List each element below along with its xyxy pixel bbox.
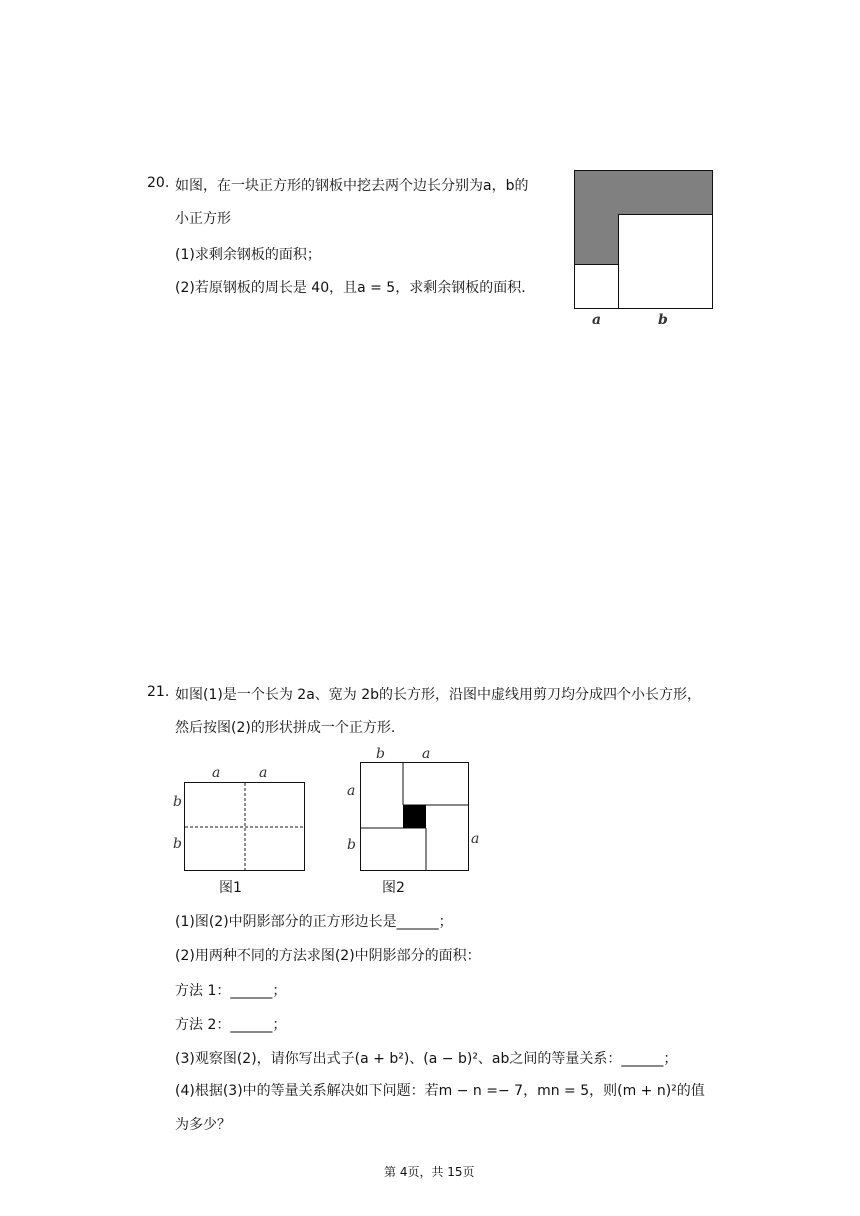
question-21-method2: 方法 2：______；	[175, 1017, 287, 1033]
question-21-part1: (1)图(2)中阴影部分的正方形边长是______；	[175, 914, 453, 930]
question-20-part1: (1)求剩余钢板的面积；	[175, 247, 321, 263]
question-21-method1: 方法 1：______；	[175, 983, 287, 999]
question-20-figure	[574, 170, 714, 330]
figure20-label-b: b	[658, 312, 668, 328]
question-20-part2: (2)若原钢板的周长是 40，且a = 5，求剩余钢板的面积.	[175, 280, 526, 296]
fig2-label-top-a: a	[422, 746, 431, 762]
question-20-number: 20.	[147, 175, 170, 191]
question-21-part4-line1: (4)根据(3)中的等量关系解决如下问题：若m − n =− 7，mn = 5，则(m + n)²的值	[175, 1083, 705, 1099]
fig2-label-left-b: b	[347, 837, 356, 853]
fig1-caption: 图1	[219, 880, 242, 896]
fig2-label-right-a: a	[471, 831, 480, 847]
question-21-part2: (2)用两种不同的方法求图(2)中阴影部分的面积：	[175, 948, 481, 964]
square-a	[575, 265, 619, 309]
fig2-label-top-b: b	[376, 746, 385, 762]
figure-2-square	[360, 762, 470, 872]
question-21-stem-line1: 如图(1)是一个长为 2a、宽为 2b的长方形，沿图中虚线用剪刀均分成四个小长方形，	[175, 687, 702, 703]
fig1-label-top-a2: a	[259, 765, 268, 781]
figure-1-rectangle	[184, 782, 306, 872]
question-21-number: 21.	[147, 684, 170, 700]
question-21-stem-line2: 然后按图(2)的形状拼成一个正方形.	[175, 720, 396, 736]
figure20-label-a: a	[592, 312, 602, 328]
fig2-label-left-a: a	[347, 783, 356, 799]
page-footer: 第 4页，共 15页	[384, 1165, 475, 1179]
question-20-stem-line2: 小正方形	[175, 211, 231, 227]
question-21-part4-line2: 为多少？	[175, 1117, 231, 1133]
question-21-part3: (3)观察图(2)，请你写出式子(a + b²)、(a − b)²、ab之间的等量关系：______；	[175, 1051, 678, 1067]
question-20-stem-line1: 如图，在一块正方形的钢板中挖去两个边长分别为a，b的	[175, 178, 529, 194]
square-b	[619, 215, 713, 309]
fig2-caption: 图2	[382, 880, 405, 896]
fig1-label-left-b2: b	[173, 836, 182, 852]
fig1-label-top-a1: a	[212, 765, 221, 781]
fig1-label-left-b1: b	[173, 794, 182, 810]
shaded-center-square	[403, 805, 426, 828]
